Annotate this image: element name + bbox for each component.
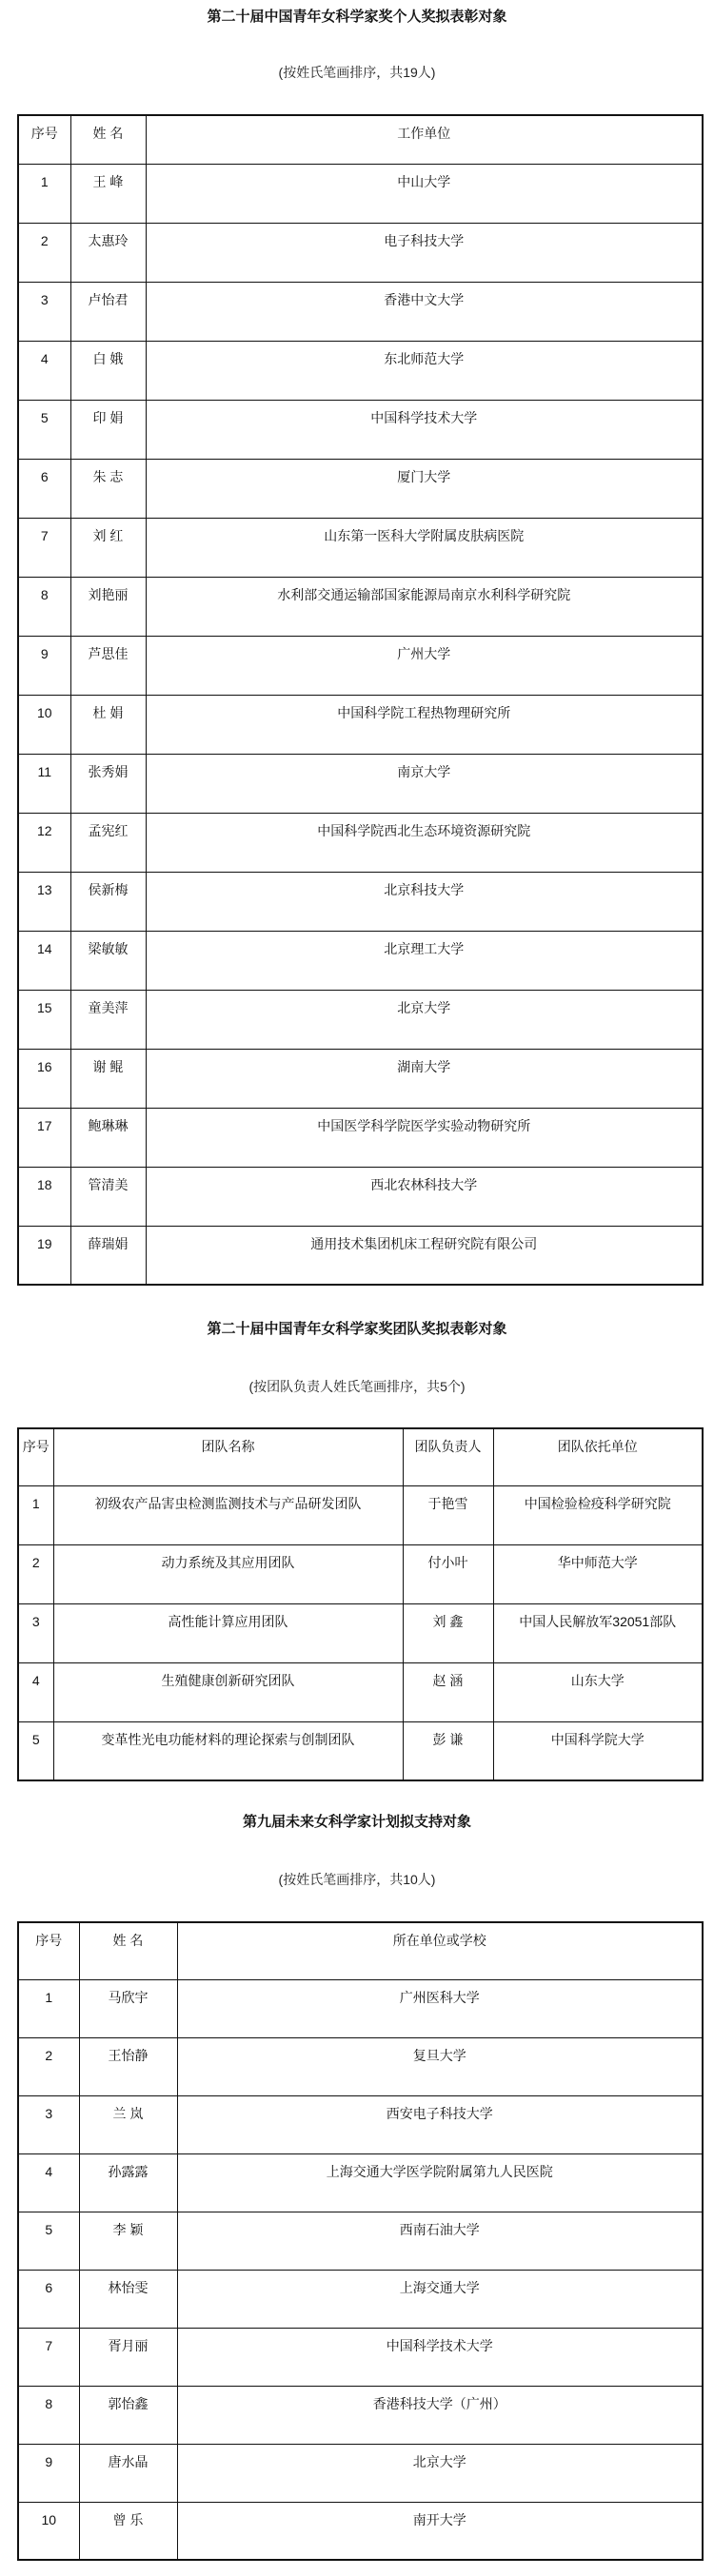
table-cell: 高性能计算应用团队 — [53, 1603, 403, 1662]
table-cell: 北京大学 — [177, 2444, 703, 2502]
table-cell: 1 — [18, 1485, 53, 1544]
table-row — [18, 1049, 703, 1108]
table-cell: 生殖健康创新研究团队 — [53, 1662, 403, 1721]
section2-subtitle: (按团队负责人姓氏笔画排序，共5个) — [248, 1379, 466, 1394]
table-row — [18, 223, 703, 282]
table-cell: 孙露露 — [79, 2153, 177, 2212]
column-header-index: 序号 — [18, 1428, 53, 1485]
table-cell: 付小叶 — [403, 1544, 493, 1603]
individual-award-table — [17, 114, 704, 1286]
table-cell: 彭 谦 — [403, 1721, 493, 1780]
table-cell: 1 — [18, 164, 70, 223]
table-cell: 3 — [18, 1603, 53, 1662]
table-cell: 7 — [18, 518, 70, 577]
table-cell: 李 颖 — [79, 2212, 177, 2270]
table-cell: 6 — [18, 459, 70, 518]
table-cell: 16 — [18, 1049, 70, 1108]
table-row — [18, 577, 703, 636]
table-cell: 香港科技大学（广州） — [177, 2386, 703, 2444]
table-cell: 电子科技大学 — [146, 223, 703, 282]
table-cell: 西安电子科技大学 — [177, 2095, 703, 2153]
table-header-row — [18, 115, 703, 164]
table-header-row — [18, 1922, 703, 1979]
table-cell: 2 — [18, 1544, 53, 1603]
table-cell: 广州大学 — [146, 636, 703, 695]
table-cell: 11 — [18, 754, 70, 813]
table-cell: 13 — [18, 872, 70, 931]
table-cell: 4 — [18, 2153, 79, 2212]
table-cell: 初级农产品害虫检测监测技术与产品研发团队 — [53, 1485, 403, 1544]
table-cell: 复旦大学 — [177, 2037, 703, 2095]
table-cell: 杜 娟 — [70, 695, 146, 754]
table-row — [18, 872, 703, 931]
table-row — [18, 695, 703, 754]
table-cell: 3 — [18, 282, 70, 341]
table-cell: 中国医学科学院医学实验动物研究所 — [146, 1108, 703, 1167]
table-row — [18, 2153, 703, 2212]
table-row — [18, 2444, 703, 2502]
table-cell: 刘艳丽 — [70, 577, 146, 636]
table-row — [18, 400, 703, 459]
individual-award-table-header — [18, 115, 703, 164]
column-header-name: 姓 名 — [70, 115, 146, 164]
table-row — [18, 459, 703, 518]
table-cell: 17 — [18, 1108, 70, 1167]
table-cell: 中国人民解放军32051部队 — [493, 1603, 703, 1662]
table-row — [18, 1226, 703, 1285]
table-row — [18, 813, 703, 872]
table-cell: 湖南大学 — [146, 1049, 703, 1108]
table-cell: 中国科学院工程热物理研究所 — [146, 695, 703, 754]
table-cell: 张秀娟 — [70, 754, 146, 813]
table-cell: 山东大学 — [493, 1662, 703, 1721]
table-cell: 北京大学 — [146, 990, 703, 1049]
table-row — [18, 2328, 703, 2386]
table-cell: 于艳雪 — [403, 1485, 493, 1544]
section1-title: 第二十届中国青年女科学家奖个人奖拟表彰对象 — [207, 9, 507, 25]
table-cell: 2 — [18, 2037, 79, 2095]
table-row — [18, 2386, 703, 2444]
table-cell: 唐水晶 — [79, 2444, 177, 2502]
team-award-table-header — [18, 1428, 703, 1485]
table-cell: 林怡雯 — [79, 2270, 177, 2328]
future-scientist-table-header — [18, 1922, 703, 1979]
table-cell: 8 — [18, 2386, 79, 2444]
table-cell: 中国检验检疫科学研究院 — [493, 1485, 703, 1544]
section3-subtitle: (按姓氏笔画排序，共10人) — [278, 1872, 436, 1887]
table-row — [18, 1603, 703, 1662]
table-row — [18, 754, 703, 813]
table-row — [18, 1485, 703, 1544]
future-scientist-table-body — [18, 1979, 703, 2560]
section1-subtitle: (按姓氏笔画排序，共19人) — [278, 65, 436, 80]
table-cell: 19 — [18, 1226, 70, 1285]
table-cell: 动力系统及其应用团队 — [53, 1544, 403, 1603]
table-cell: 变革性光电功能材料的理论探索与创制团队 — [53, 1721, 403, 1780]
table-row — [18, 2502, 703, 2560]
table-cell: 上海交通大学医学院附属第九人民医院 — [177, 2153, 703, 2212]
future-scientist-table — [17, 1921, 704, 2561]
table-cell: 南开大学 — [177, 2502, 703, 2560]
table-cell: 东北师范大学 — [146, 341, 703, 400]
table-cell: 管清美 — [70, 1167, 146, 1226]
table-cell: 北京科技大学 — [146, 872, 703, 931]
table-cell: 华中师范大学 — [493, 1544, 703, 1603]
table-row — [18, 1544, 703, 1603]
table-cell: 10 — [18, 695, 70, 754]
table-cell: 曾 乐 — [79, 2502, 177, 2560]
table-cell: 14 — [18, 931, 70, 990]
table-row — [18, 2212, 703, 2270]
column-header-index: 序号 — [18, 1922, 79, 1979]
team-award-table — [17, 1427, 704, 1781]
column-header-index: 序号 — [18, 115, 70, 164]
table-row — [18, 282, 703, 341]
column-header-workunit: 工作单位 — [146, 115, 703, 164]
table-cell: 南京大学 — [146, 754, 703, 813]
table-row — [18, 518, 703, 577]
table-cell: 7 — [18, 2328, 79, 2386]
individual-award-table-body — [18, 164, 703, 1285]
table-cell: 赵 涵 — [403, 1662, 493, 1721]
table-cell: 西南石油大学 — [177, 2212, 703, 2270]
column-header-name: 姓 名 — [79, 1922, 177, 1979]
column-header-teamleader: 团队负责人 — [403, 1428, 493, 1485]
table-cell: 厦门大学 — [146, 459, 703, 518]
table-cell: 郭怡鑫 — [79, 2386, 177, 2444]
table-cell: 10 — [18, 2502, 79, 2560]
table-cell: 12 — [18, 813, 70, 872]
table-cell: 中国科学院西北生态环境资源研究院 — [146, 813, 703, 872]
table-cell: 广州医科大学 — [177, 1979, 703, 2037]
table-header-row — [18, 1428, 703, 1485]
table-cell: 胥月丽 — [79, 2328, 177, 2386]
table-cell: 水利部交通运输部国家能源局南京水利科学研究院 — [146, 577, 703, 636]
section2-title: 第二十届中国青年女科学家奖团队奖拟表彰对象 — [207, 1321, 507, 1337]
table-row — [18, 931, 703, 990]
table-cell: 上海交通大学 — [177, 2270, 703, 2328]
section3-title: 第九届未来女科学家计划拟支持对象 — [242, 1814, 471, 1830]
table-row — [18, 2037, 703, 2095]
table-cell: 8 — [18, 577, 70, 636]
table-cell: 5 — [18, 2212, 79, 2270]
table-row — [18, 1979, 703, 2037]
table-row — [18, 2095, 703, 2153]
table-cell: 太惠玲 — [70, 223, 146, 282]
table-row — [18, 2270, 703, 2328]
table-cell: 薛瑞娟 — [70, 1226, 146, 1285]
table-cell: 9 — [18, 2444, 79, 2502]
table-cell: 马欣宇 — [79, 1979, 177, 2037]
table-cell: 王怡静 — [79, 2037, 177, 2095]
table-cell: 白 娥 — [70, 341, 146, 400]
table-cell: 梁敏敏 — [70, 931, 146, 990]
table-cell: 孟宪红 — [70, 813, 146, 872]
table-cell: 4 — [18, 341, 70, 400]
column-header-teamunit: 团队依托单位 — [493, 1428, 703, 1485]
table-cell: 3 — [18, 2095, 79, 2153]
table-cell: 刘 鑫 — [403, 1603, 493, 1662]
table-cell: 王 峰 — [70, 164, 146, 223]
table-cell: 芦思佳 — [70, 636, 146, 695]
table-cell: 朱 志 — [70, 459, 146, 518]
table-cell: 山东第一医科大学附属皮肤病医院 — [146, 518, 703, 577]
table-row — [18, 1108, 703, 1167]
table-cell: 中山大学 — [146, 164, 703, 223]
table-row — [18, 1662, 703, 1721]
table-cell: 西北农林科技大学 — [146, 1167, 703, 1226]
table-cell: 1 — [18, 1979, 79, 2037]
column-header-school: 所在单位或学校 — [177, 1922, 703, 1979]
table-row — [18, 341, 703, 400]
table-cell: 18 — [18, 1167, 70, 1226]
table-cell: 5 — [18, 1721, 53, 1780]
table-cell: 北京理工大学 — [146, 931, 703, 990]
table-cell: 印 娟 — [70, 400, 146, 459]
team-award-table-body — [18, 1485, 703, 1780]
table-cell: 侯新梅 — [70, 872, 146, 931]
table-cell: 刘 红 — [70, 518, 146, 577]
table-cell: 中国科学技术大学 — [177, 2328, 703, 2386]
table-cell: 兰 岚 — [79, 2095, 177, 2153]
table-cell: 鲍琳琳 — [70, 1108, 146, 1167]
table-cell: 中国科学技术大学 — [146, 400, 703, 459]
table-cell: 4 — [18, 1662, 53, 1721]
table-cell: 童美萍 — [70, 990, 146, 1049]
column-header-teamname: 团队名称 — [53, 1428, 403, 1485]
table-cell: 5 — [18, 400, 70, 459]
table-cell: 6 — [18, 2270, 79, 2328]
table-cell: 2 — [18, 223, 70, 282]
table-cell: 卢怡君 — [70, 282, 146, 341]
table-cell: 9 — [18, 636, 70, 695]
table-row — [18, 164, 703, 223]
table-cell: 谢 鲲 — [70, 1049, 146, 1108]
table-row — [18, 1167, 703, 1226]
table-cell: 中国科学院大学 — [493, 1721, 703, 1780]
table-cell: 香港中文大学 — [146, 282, 703, 341]
table-row — [18, 990, 703, 1049]
table-cell: 15 — [18, 990, 70, 1049]
table-row — [18, 636, 703, 695]
table-row — [18, 1721, 703, 1780]
table-cell: 通用技术集团机床工程研究院有限公司 — [146, 1226, 703, 1285]
